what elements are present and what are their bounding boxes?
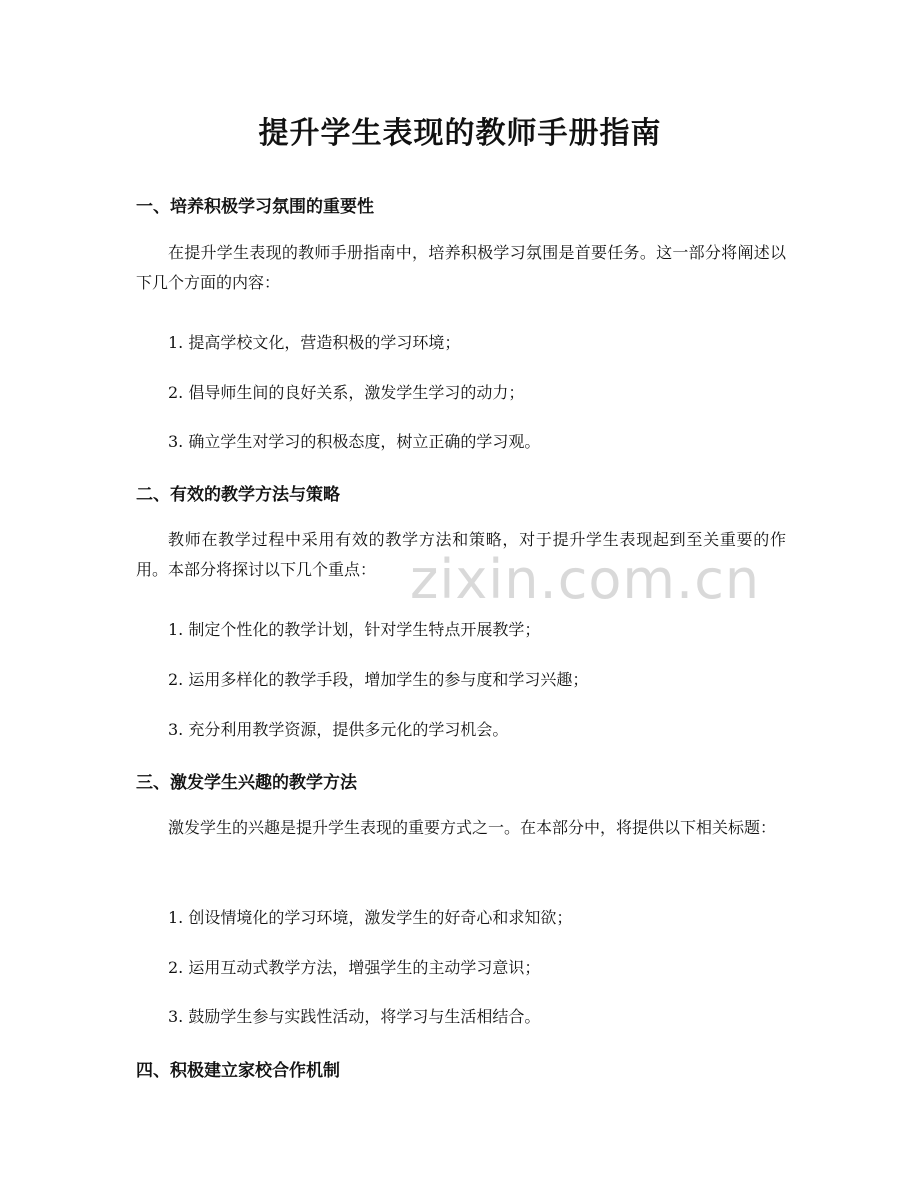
list-item: 1. 提高学校文化，营造积极的学习环境； — [168, 333, 461, 352]
section-paragraph-1: 在提升学生表现的教师手册指南中，培养积极学习氛围是首要任务。这一部分将阐述以下几个方面的内容： — [136, 243, 786, 292]
section-heading-3: 三、激发学生兴趣的教学方法 — [136, 773, 357, 793]
section-paragraph-2: 教师在教学过程中采用有效的教学方法和策略，对于提升学生表现起到至关重要的作用。本部分将探讨以下几个重点： — [136, 530, 786, 579]
section-heading-1: 一、培养积极学习氛围的重要性 — [136, 197, 374, 217]
section-heading-4: 四、积极建立家校合作机制 — [136, 1061, 340, 1081]
list-item: 2. 运用多样化的教学手段，增加学生的参与度和学习兴趣； — [168, 670, 589, 689]
section-heading-2: 二、有效的教学方法与策略 — [136, 485, 340, 505]
list-item: 2. 运用互动式教学方法，增强学生的主动学习意识； — [168, 958, 541, 977]
list-item: 3. 鼓励学生参与实践性活动，将学习与生活相结合。 — [168, 1007, 541, 1026]
watermark: zixin.com.cn — [410, 548, 761, 611]
section-paragraph-3: 激发学生的兴趣是提升学生表现的重要方式之一。在本部分中，将提供以下相关标题： — [168, 818, 777, 837]
page-title: 提升学生表现的教师手册指南 — [258, 116, 662, 151]
list-item: 3. 确立学生对学习的积极态度，树立正确的学习观。 — [168, 432, 541, 451]
list-item: 3. 充分利用教学资源，提供多元化的学习机会。 — [168, 720, 509, 739]
list-item: 2. 倡导师生间的良好关系，激发学生学习的动力； — [168, 383, 525, 402]
list-item: 1. 创设情境化的学习环境，激发学生的好奇心和求知欲； — [168, 908, 573, 927]
list-item: 1. 制定个性化的教学计划，针对学生特点开展教学； — [168, 620, 541, 639]
